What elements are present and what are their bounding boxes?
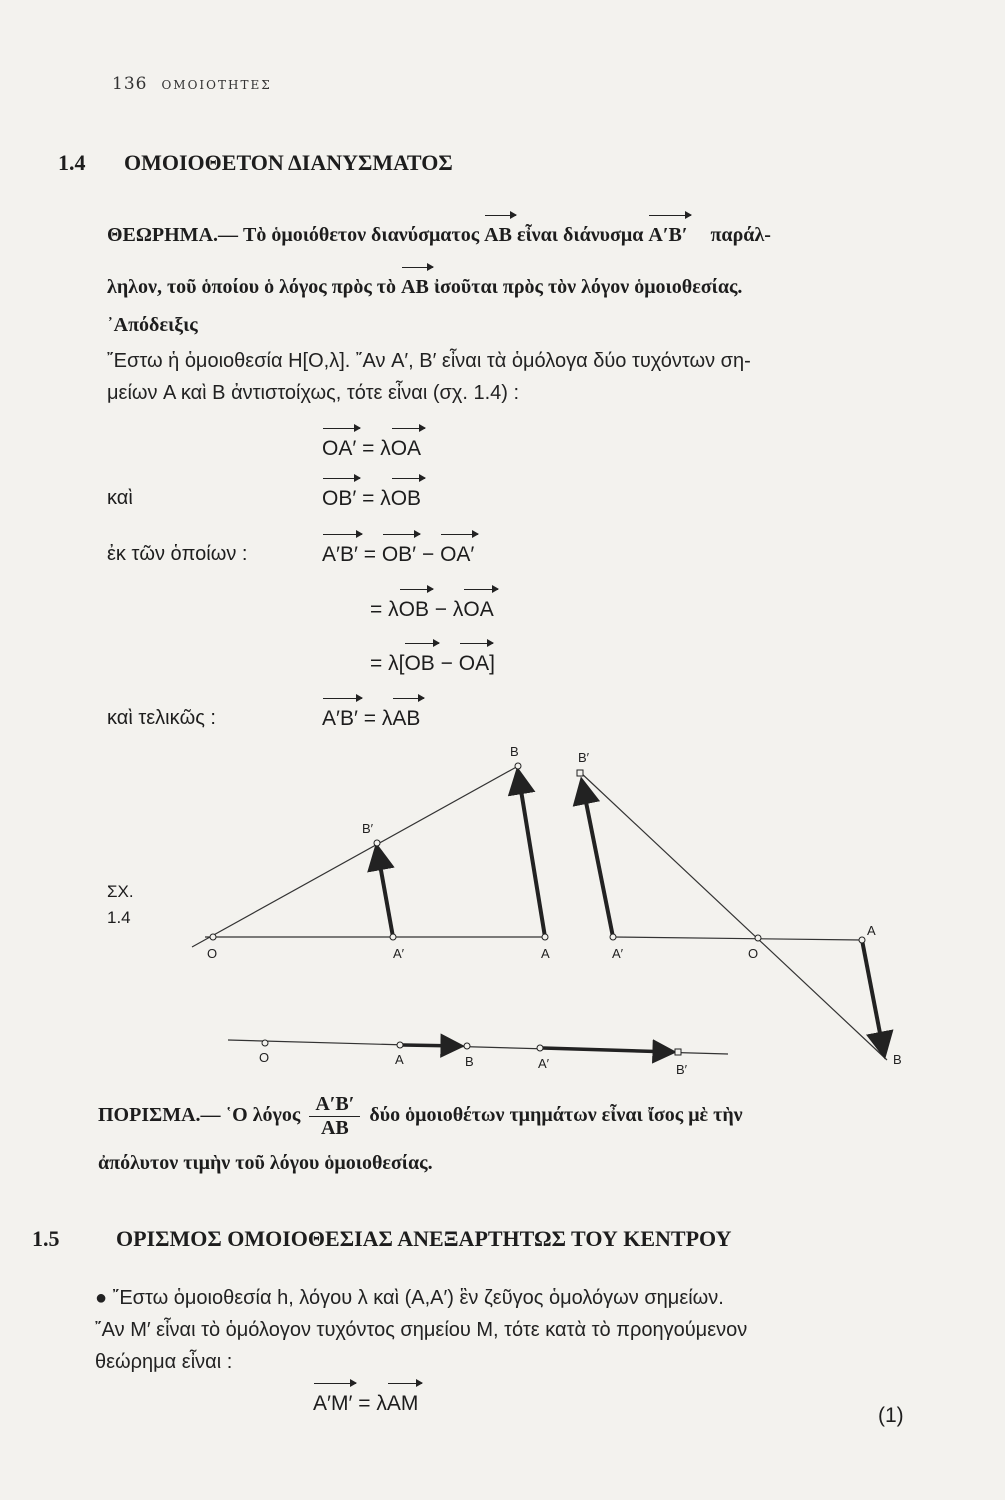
point-o-line: O: [259, 1050, 270, 1065]
vector-ab-line: [403, 1045, 460, 1046]
page-number: 136: [112, 74, 148, 94]
definition-equation: A′M′ = λAM: [313, 1392, 419, 1415]
point-a-line: A: [395, 1052, 404, 1067]
equation-6-label: καὶ τελικῶς :: [107, 707, 216, 729]
figure-caption-2: 1.4: [107, 908, 131, 927]
point-a-right: A: [867, 923, 876, 938]
section-number: 1.4: [58, 150, 86, 175]
point-a-left: A: [541, 946, 550, 961]
vector-ab-left: [518, 772, 545, 937]
line-diagram: [228, 1040, 728, 1077]
point-o-right: O: [748, 946, 759, 961]
section-number: 1.5: [32, 1226, 60, 1251]
vector-a1b1: A′B′: [648, 224, 688, 246]
corollary-line-2: ἀπόλυτον τιμὴν τοῦ λόγου ὁμοιοθεσίας.: [98, 1152, 433, 1174]
running-title: ΟΜΟΙΟΤΗΤΕΣ: [161, 78, 272, 92]
section-title: ΟΡΙΣΜΟΣ ΟΜΟΙΟΘΕΣΙΑΣ ΑΝΕΞΑΡΤΗΤΩΣ ΤΟΥ ΚΕΝΤΡΟΥ: [116, 1226, 732, 1251]
section-title: ΟΜΟΙΟΘΕΤΟΝ ΔΙΑΝΥΣΜΑΤΟΣ: [124, 150, 453, 175]
fraction: $\frac{A'B'}{AB}$: [309, 1093, 360, 1140]
equation-2-label: καὶ: [107, 487, 133, 509]
proof-label: ᾿Απόδειξις: [107, 314, 198, 336]
equation-3-label: ἐκ τῶν ὁποίων :: [107, 543, 248, 565]
vector-a1b1-right: [582, 782, 613, 937]
proof-line-2: μείων A καὶ B ἀντιστοίχως, τότε εἶναι (σχ. 1.4) :: [107, 382, 520, 404]
corollary-label: ΠΟΡΙΣΜΑ.—: [98, 1104, 221, 1127]
equation-1: OA′ = λOA: [322, 437, 422, 460]
equation-4: = λOB − λOA: [370, 598, 494, 621]
figure-caption-1: ΣΧ.: [107, 882, 134, 901]
point-o-left: O: [207, 946, 218, 961]
vector-ab: AB: [484, 224, 512, 246]
point-a1-left: A′: [393, 946, 405, 961]
point-b-right: B: [893, 1052, 902, 1067]
vector-ab-right: [862, 940, 884, 1054]
vector-a1b1-left: [377, 848, 393, 937]
proof-line-1: ῎Εστω ἡ ὁμοιοθεσία H[O,λ]. ῎Αν A′, B′ εἶναι τὰ ὁμόλογα δύο τυχόντων ση-: [107, 350, 751, 372]
theorem-line-1: ΘΕΩΡΗΜΑ.— Τὸ ὁμοιόθετον διανύσματος AB εἶναι διάνυσμα A′B′ παράλ-: [107, 224, 771, 246]
point-b1-line: B′: [676, 1062, 688, 1077]
equation-3: A′B′ = OB′ − OA′: [322, 543, 475, 566]
vector-ab: AB: [401, 276, 429, 298]
point-b1-right: B′: [578, 750, 590, 765]
equation-number: (1): [878, 1404, 904, 1427]
point-a1-line: A′: [538, 1056, 550, 1071]
corollary-line-1: ΠΟΡΙΣΜΑ.— ῾Ο λόγος $\frac{A'B'}{AB}$ δύο ὁμοιοθέτων τμημάτων εἶναι ἴσος μὲ τὴν: [98, 1093, 743, 1139]
right-diagram: [577, 750, 902, 1067]
definition-line-1: ● ῎Εστω ὁμοιοθεσία h, λόγου λ καὶ (A,A′) ἓν ζεῦγος ὁμολόγων σημείων.: [95, 1287, 724, 1309]
definition-line-2: ῎Αν M′ εἶναι τὸ ὁμόλογον τυχόντος σημείου M, τότε κατὰ τὸ προηγούμενον: [95, 1319, 748, 1341]
left-diagram: [192, 744, 550, 961]
point-b-left: B: [510, 744, 519, 759]
theorem-label: ΘΕΩΡΗΜΑ.—: [107, 224, 239, 246]
vector-a1b1-line: [543, 1048, 672, 1052]
point-a1-right: A′: [612, 946, 624, 961]
point-b-line: B: [465, 1054, 474, 1069]
section-heading-1-5: [32, 1226, 731, 1252]
definition-line-3: θεώρημα εἶναι :: [95, 1351, 233, 1373]
point-b1-left: B′: [362, 821, 374, 836]
equation-6: A′B′ = λAB: [322, 707, 421, 730]
equation-5: = λ[OB − OA]: [370, 652, 495, 675]
equation-2: OB′ = λOB: [322, 487, 422, 510]
bullet: ●: [95, 1287, 108, 1309]
theorem-line-2: ληλον, τοῦ ὁποίου ὁ λόγος πρὸς τὸ AB ἰσοῦται πρὸς τὸν λόγον ὁμοιοθεσίας.: [107, 276, 743, 298]
